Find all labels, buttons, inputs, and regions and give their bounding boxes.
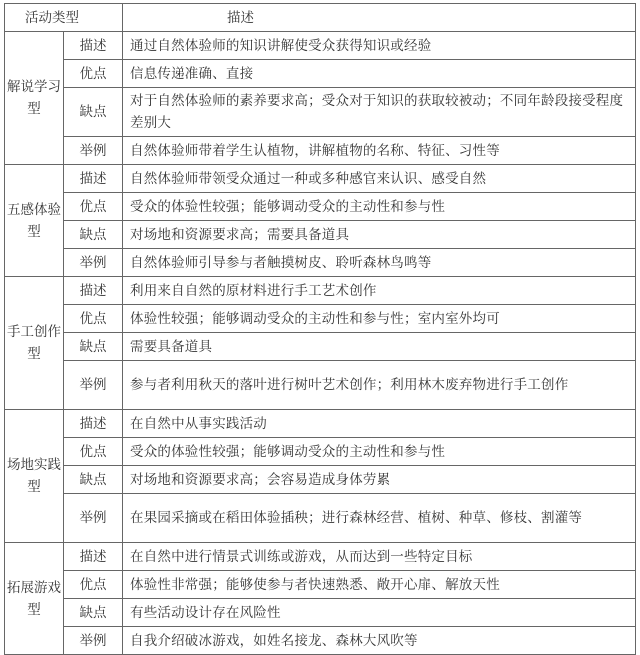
- row-label: 缺点: [64, 466, 123, 494]
- table-row: [5, 277, 636, 305]
- row-label: 描述: [64, 410, 123, 438]
- row-label: 举例: [64, 137, 123, 165]
- row-text: 信息传递准确、直接: [123, 60, 636, 88]
- row-text: 参与者利用秋天的落叶进行树叶艺术创作；利用林木废弃物进行手工创作: [123, 361, 636, 410]
- row-text: 自然体验师带着学生认植物，讲解植物的名称、特征、习性等: [123, 137, 636, 165]
- table-row: [5, 221, 636, 249]
- row-label: 举例: [64, 249, 123, 277]
- row-label: 描述: [64, 543, 123, 571]
- row-label: 优点: [64, 438, 123, 466]
- row-text: 自然体验师引导参与者触摸树皮、聆听森林鸟鸣等: [123, 249, 636, 277]
- row-text: 体验性非常强；能够使参与者快速熟悉、敞开心扉、解放天性: [123, 571, 636, 599]
- category-cell: 场地实践型: [5, 410, 64, 543]
- category-cell: 解说学习型: [5, 32, 64, 165]
- row-label: 描述: [64, 32, 123, 60]
- row-text: 受众的体验性较强；能够调动受众的主动性和参与性: [123, 193, 636, 221]
- row-text: 通过自然体验师的知识讲解使受众获得知识或经验: [123, 32, 636, 60]
- row-text: 自我介绍破冰游戏，如姓名接龙、森林大风吹等: [123, 627, 636, 655]
- table-row: [5, 165, 636, 193]
- table-row: [5, 571, 636, 599]
- row-text: 对场地和资源要求高；会容易造成身体劳累: [123, 466, 636, 494]
- row-text: 利用来自自然的原材料进行手工艺术创作: [123, 277, 636, 305]
- table-row: [5, 32, 636, 60]
- table-row: [5, 60, 636, 88]
- row-text: 自然体验师带领受众通过一种或多种感官来认识、感受自然: [123, 165, 636, 193]
- row-text: 对场地和资源要求高；需要具备道具: [123, 221, 636, 249]
- row-label: 描述: [64, 277, 123, 305]
- row-label: 缺点: [64, 88, 123, 137]
- table-row: [5, 137, 636, 165]
- row-label: 缺点: [64, 221, 123, 249]
- row-label: 缺点: [64, 333, 123, 361]
- row-text: 有些活动设计存在风险性: [123, 599, 636, 627]
- table-row: [5, 543, 636, 571]
- table-row: [5, 494, 636, 543]
- row-label: 描述: [64, 165, 123, 193]
- row-text: 需要具备道具: [123, 333, 636, 361]
- row-text: 受众的体验性较强；能够调动受众的主动性和参与性: [123, 438, 636, 466]
- row-label: 缺点: [64, 599, 123, 627]
- table-row: [5, 599, 636, 627]
- table-row: [5, 410, 636, 438]
- table-row: [5, 249, 636, 277]
- table-row: [5, 333, 636, 361]
- row-label: 优点: [64, 305, 123, 333]
- row-label: 优点: [64, 60, 123, 88]
- category-cell: 五感体验型: [5, 165, 64, 277]
- table-row: [5, 305, 636, 333]
- row-label: 举例: [64, 361, 123, 410]
- row-text: 体验性较强；能够调动受众的主动性和参与性；室内室外均可: [123, 305, 636, 333]
- header-desc: 描述: [123, 4, 636, 32]
- row-text: 对于自然体验师的素养要求高；受众对于知识的获取较被动；不同年龄段接受程度差别大: [123, 88, 636, 137]
- table-row: [5, 193, 636, 221]
- row-text: 在果园采摘或在稻田体验插秧；进行森林经营、植树、种草、修枝、割灌等: [123, 494, 636, 543]
- category-cell: 拓展游戏型: [5, 543, 64, 655]
- activity-types-table: [4, 3, 636, 655]
- table-row: [5, 361, 636, 410]
- row-label: 举例: [64, 627, 123, 655]
- header-row: [5, 4, 636, 32]
- table-row: [5, 438, 636, 466]
- table-row: [5, 466, 636, 494]
- row-text: 在自然中进行情景式训练或游戏，从而达到一些特定目标: [123, 543, 636, 571]
- category-cell: 手工创作型: [5, 277, 64, 410]
- header-type: 活动类型: [5, 4, 123, 32]
- row-label: 举例: [64, 494, 123, 543]
- table-row: [5, 627, 636, 655]
- row-label: 优点: [64, 193, 123, 221]
- table-row: [5, 88, 636, 137]
- row-text: 在自然中从事实践活动: [123, 410, 636, 438]
- row-label: 优点: [64, 571, 123, 599]
